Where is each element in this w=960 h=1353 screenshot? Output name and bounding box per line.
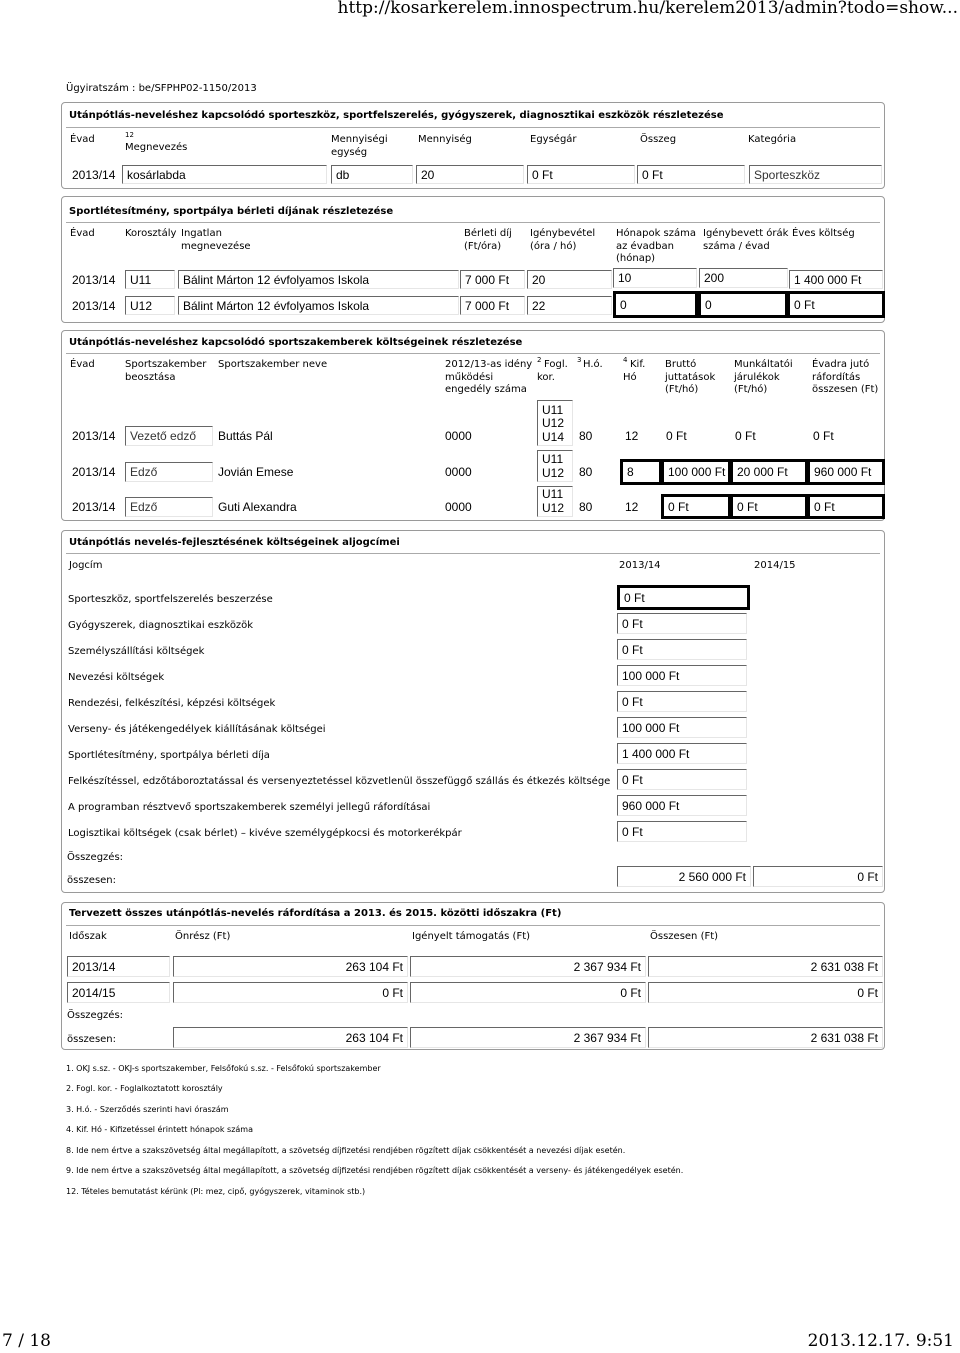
staff-row2-munk[interactable]: 20 000 Ft xyxy=(730,459,808,485)
col-evad: Évad xyxy=(70,134,95,145)
col-megnevezes: Megnevezés xyxy=(125,142,188,153)
total-label: összesen: xyxy=(67,875,117,886)
col-year2: 2014/15 xyxy=(754,560,796,571)
subcategory-label: Gyógyszerek, diagnosztikai eszközök xyxy=(68,620,254,631)
col-evad: Évad xyxy=(70,228,95,239)
equipment-category-field[interactable]: Sporteszköz xyxy=(749,165,882,184)
col-evad: Évad xyxy=(70,359,95,370)
staff-row2-nev: Jovián Emese xyxy=(218,465,294,479)
facility-row2-ingatlan[interactable]: Bálint Márton 12 évfolyamos Iskola xyxy=(178,296,459,315)
col-mennyiseg: Mennyiség xyxy=(418,134,472,145)
subcategory-label: Sporteszköz, sportfelszerelés beszerzése xyxy=(68,594,273,605)
equipment-name-field[interactable]: kosárlabda xyxy=(122,165,327,184)
staff-row1-korosztaly[interactable]: U11 U12 U14 xyxy=(537,400,573,446)
staff-row3-evadra[interactable]: 0 Ft xyxy=(807,494,885,519)
col-osszeg: Összeg xyxy=(640,134,677,145)
subcategory-value-field[interactable]: 0 Ft xyxy=(617,613,747,634)
staff-row2-korosztaly[interactable]: U11 U12 xyxy=(537,450,573,482)
staff-row1-engedely: 0000 xyxy=(445,429,472,443)
footnote-9: 9. Ide nem értve a szakszövetség által megállapított, a szövetség díjfizetési rendjében rögzített díjak csökkentését a verseny- és játékengedélyek esetén. xyxy=(66,1166,684,1175)
col-szakember-neve: Sportszakember neve xyxy=(218,359,328,370)
footnote-4: 4. Kif. Hó - Kifizetéssel érintett hónapok száma xyxy=(66,1125,253,1134)
staff-row1-munk: 0 Ft xyxy=(735,429,756,443)
print-datetime: 2013.12.17. 9:51 xyxy=(807,1331,954,1351)
staff-row1-nev: Buttás Pál xyxy=(218,429,273,443)
facility-row2-berleti[interactable]: 7 000 Ft xyxy=(460,296,525,315)
planned-row1-onresz[interactable]: 263 104 Ft xyxy=(173,956,408,977)
staff-row1-evad: 2013/14 xyxy=(72,429,116,443)
staff-row3-beosztas[interactable]: Edző xyxy=(125,497,213,517)
facility-row1-ingatlan[interactable]: Bálint Márton 12 évfolyamos Iskola xyxy=(178,270,459,289)
col-ingatlan: Ingatlan megnevezése xyxy=(181,228,251,252)
staff-row2-beosztas[interactable]: Edző xyxy=(125,462,213,482)
equipment-evad: 2013/14 xyxy=(72,168,116,182)
subcategory-label: Felkészítéssel, edzőtáboroztatással és versenyeztetéssel közvetlenül összefüggő szállás és étkezés költsége xyxy=(68,776,611,787)
subcategory-value-field[interactable]: 0 Ft xyxy=(617,691,747,712)
subcategory-value-field[interactable]: 0 Ft xyxy=(617,821,747,842)
planned-total-igenyelt[interactable]: 2 367 934 Ft xyxy=(410,1027,646,1048)
equipment-quantity-field[interactable]: 20 xyxy=(416,165,524,184)
subcategory-label: Személyszállítási költségek xyxy=(68,646,205,657)
staff-row1-brutto: 0 Ft xyxy=(666,429,687,443)
equipment-unit-field[interactable]: db xyxy=(331,165,413,184)
planned-row2-onresz[interactable]: 0 Ft xyxy=(173,982,408,1003)
facility-row1-igenybevetel[interactable]: 20 xyxy=(527,270,612,289)
planned-total-onresz[interactable]: 263 104 Ft xyxy=(173,1027,408,1048)
facility-row1-evad: 2013/14 xyxy=(72,273,116,287)
subcategory-value-field[interactable]: 0 Ft xyxy=(617,585,750,610)
col-year1: 2013/14 xyxy=(619,560,661,571)
subcategory-value-field[interactable]: 100 000 Ft xyxy=(617,665,747,686)
col-igenybevett-orak: Igénybevett órák száma / évad xyxy=(703,228,789,252)
footnote-8: 8. Ide nem értve a szakszövetség által megállapított, a szövetség díjfizetési rendjében rögzített díjak csökkentését a nevezési díjak esetén. xyxy=(66,1146,626,1155)
staff-row3-korosztaly[interactable]: U11 U12 xyxy=(537,486,573,517)
staff-row3-brutto[interactable]: 0 Ft xyxy=(661,494,731,519)
facility-row2-honapok[interactable]: 0 xyxy=(613,291,698,318)
staff-row1-ho: 80 xyxy=(579,429,593,443)
col-evadra-juto: Évadra jutó ráfordítás összesen (Ft) xyxy=(812,359,879,395)
subcategory-label: A programban résztvevő sportszakemberek személyi jellegű ráfordításai xyxy=(68,802,431,813)
planned-total-osszesen[interactable]: 2 631 038 Ft xyxy=(648,1027,883,1048)
col-berleti-dij: Bérleti díj (Ft/óra) xyxy=(464,228,512,252)
planned-row1-osszesen[interactable]: 2 631 038 Ft xyxy=(648,956,883,977)
equipment-section-title: Utánpótlás-neveléshez kapcsolódó sporteszköz, sportfelszerelés, gyógyszerek, diagnosztikai eszközök részletezése xyxy=(69,110,724,121)
subcategory-value-field[interactable]: 100 000 Ft xyxy=(617,717,747,738)
col-igenyelt: Igényelt támogatás (Ft) xyxy=(412,931,531,942)
col-eves-koltseg: Éves költség xyxy=(792,228,855,239)
col-korosztaly: Korosztály xyxy=(125,228,177,239)
col-igenybevetel: Igénybevétel (óra / hó) xyxy=(530,228,596,252)
subcategory-label: Rendezési, felkészítési, képzési költségek xyxy=(68,698,276,709)
facility-row2-igenybevetel[interactable]: 22 xyxy=(527,296,612,315)
page-number: 7 / 18 xyxy=(2,1331,51,1351)
staff-row3-engedely: 0000 xyxy=(445,500,472,514)
facility-row1-honapok[interactable]: 10 xyxy=(613,268,697,288)
facility-row2-eves[interactable]: 0 Ft xyxy=(787,291,885,318)
col-kif-ho: Kif. Hó xyxy=(623,359,646,383)
facility-row1-eves[interactable]: 1 400 000 Ft xyxy=(789,270,883,289)
col-munkaltatoi: Munkáltatói járulékok (Ft/hó) xyxy=(734,359,793,395)
staff-row1-kif: 12 xyxy=(625,429,639,443)
col-brutto: Bruttó juttatások (Ft/hó) xyxy=(665,359,716,395)
col-beosztas: Sportszakember beosztása xyxy=(125,359,207,383)
staff-row2-ho: 80 xyxy=(579,465,593,479)
col-mennyisegi-egyseg: Mennyiségi egység xyxy=(331,134,388,158)
planned-row1-idoszak[interactable]: 2013/14 xyxy=(67,956,170,977)
footnote-3: 3. H.ó. - Szerződés szerinti havi óraszám xyxy=(66,1105,229,1114)
staff-row2-evadra[interactable]: 960 000 Ft xyxy=(807,459,885,485)
footnote-2: 2. Fogl. kor. - Foglalkoztatott korosztály xyxy=(66,1084,223,1093)
staff-row2-evad: 2013/14 xyxy=(72,465,116,479)
subcategory-value-field[interactable]: 0 Ft xyxy=(617,639,747,660)
facility-section-title: Sportlétesítmény, sportpálya bérleti díjának részletezése xyxy=(69,206,394,217)
subcategory-total-y2[interactable]: 0 Ft xyxy=(753,866,883,887)
staff-row1-beosztas[interactable]: Vezető edző xyxy=(125,426,213,446)
case-number: Ügyiratszám : be/SFPHP02-1150/2013 xyxy=(66,83,257,94)
staff-section-title: Utánpótlás-neveléshez kapcsolódó sportszakemberek költségeinek részletezése xyxy=(69,337,523,348)
staff-row3-evad: 2013/14 xyxy=(72,500,116,514)
col-engedely: 2012/13-as idény működési engedély száma xyxy=(445,359,533,395)
planned-row2-osszesen[interactable]: 0 Ft xyxy=(648,982,883,1003)
planned-summary-label: Összegzés: xyxy=(67,1010,124,1021)
col-havi-ora: H.ó. xyxy=(583,359,603,370)
planned-row1-igenyelt[interactable]: 2 367 934 Ft xyxy=(410,956,646,977)
col-idoszak: Időszak xyxy=(69,931,107,942)
col-fogl-kor: Fogl. kor. xyxy=(537,359,568,383)
staff-row3-kif: 12 xyxy=(625,500,639,514)
subcategory-value-field[interactable]: 960 000 Ft xyxy=(617,795,747,816)
staff-row2-engedely: 0000 xyxy=(445,465,472,479)
staff-row3-ho: 80 xyxy=(579,500,593,514)
equipment-total-field[interactable]: 0 Ft xyxy=(637,165,745,184)
facility-row1-orak[interactable]: 200 xyxy=(699,268,788,288)
summary-label: Összegzés: xyxy=(67,852,124,863)
planned-total-label: összesen: xyxy=(67,1034,117,1045)
subcategory-label: Sportlétesítmény, sportpálya bérleti díja xyxy=(68,750,270,761)
staff-row2-kif[interactable]: 8 xyxy=(620,459,662,485)
subcategory-section-title: Utánpótlás nevelés-fejlesztésének költségeinek aljogcímei xyxy=(69,537,400,548)
facility-row2-evad: 2013/14 xyxy=(72,299,116,313)
equipment-unit-price-field[interactable]: 0 Ft xyxy=(527,165,635,184)
col-onresz: Önrész (Ft) xyxy=(175,931,231,942)
subcategory-value-field[interactable]: 0 Ft xyxy=(617,769,747,790)
footnote-1: 1. OKJ s.sz. - OKJ-s sportszakember, Felsőfokú s.sz. - Felsőfokú sportszakember xyxy=(66,1064,381,1073)
col-egysegar: Egységár xyxy=(530,134,577,145)
facility-row2-korosztaly[interactable]: U12 xyxy=(125,296,175,315)
col-honapok: Hónapok száma az évadban (hónap) xyxy=(616,228,696,264)
subcategory-label: Nevezési költségek xyxy=(68,672,165,683)
subcategory-total-y1[interactable]: 2 560 000 Ft xyxy=(617,866,751,887)
col-osszesen: Összesen (Ft) xyxy=(650,931,719,942)
staff-row1-evadra: 0 Ft xyxy=(813,429,834,443)
staff-row3-munk[interactable]: 0 Ft xyxy=(730,494,808,519)
page-url: http://kosarkerelem.innospectrum.hu/kerelem2013/admin?todo=show... xyxy=(337,0,958,18)
planned-row2-idoszak[interactable]: 2014/15 xyxy=(67,982,170,1003)
facility-row1-korosztaly[interactable]: U11 xyxy=(125,270,175,289)
facility-row1-berleti[interactable]: 7 000 Ft xyxy=(460,270,525,289)
subcategory-label: Verseny- és játékengedélyek kiállításának költségei xyxy=(68,724,326,735)
col-megnevezes-sup: 12 xyxy=(125,131,134,139)
subcategory-value-field[interactable]: 1 400 000 Ft xyxy=(617,743,747,764)
subcategory-label: Logisztikai költségek (csak bérlet) – kivéve személygépkocsi és motorkerékpár xyxy=(68,828,462,839)
staff-row2-brutto[interactable]: 100 000 Ft xyxy=(661,459,731,485)
footnote-12: 12. Tételes bemutatást kérünk (Pl: mez, cipő, gyógyszerek, vitaminok stb.) xyxy=(66,1187,366,1196)
staff-row3-nev: Guti Alexandra xyxy=(218,500,297,514)
col-kategoria: Kategória xyxy=(748,134,797,145)
planned-row2-igenyelt[interactable]: 0 Ft xyxy=(410,982,646,1003)
facility-row2-orak[interactable]: 0 xyxy=(698,291,788,318)
col-jogcim: Jogcím xyxy=(69,560,103,571)
planned-section-title: Tervezett összes utánpótlás-nevelés ráfordítása a 2013. és 2015. közötti időszakra (Ft) xyxy=(69,908,562,919)
